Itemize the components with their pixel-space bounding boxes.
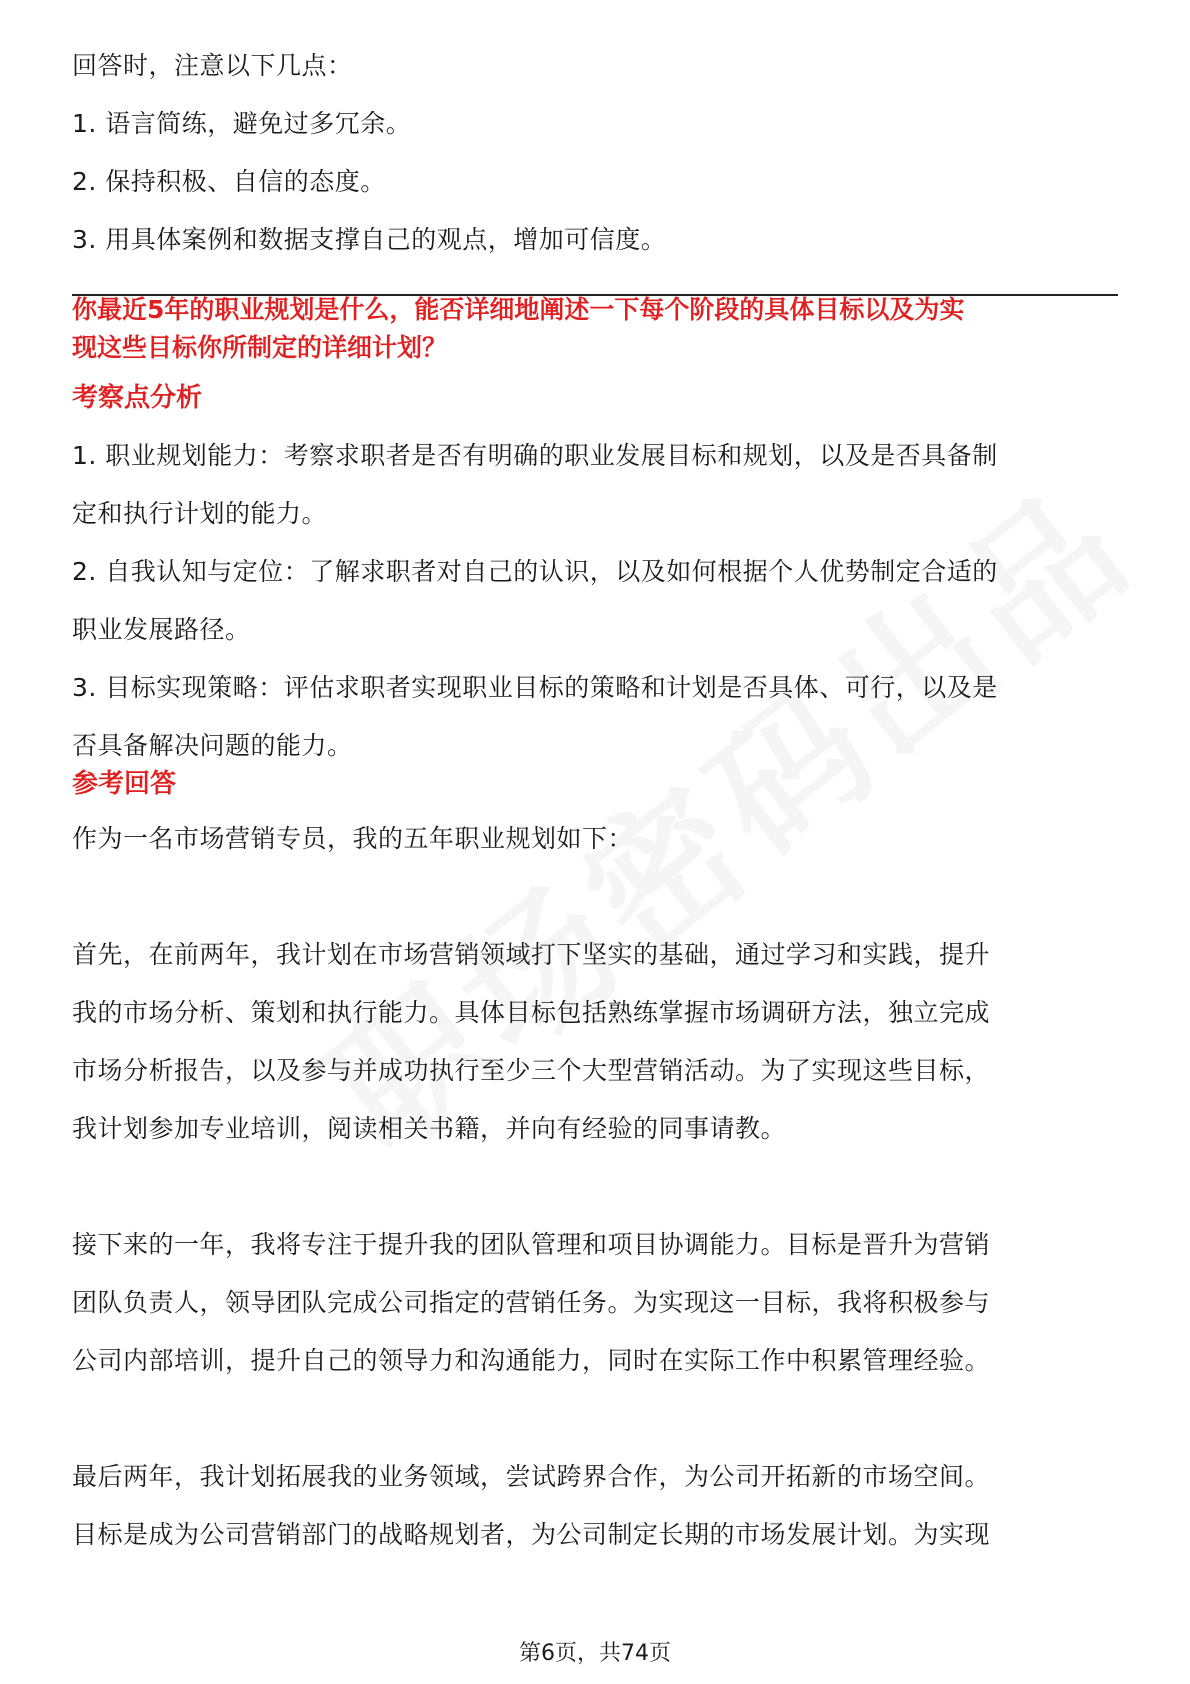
document-page <box>72 0 1118 1684</box>
answer-paragraph-line: 目标是成为公司营销部门的战略规划者，为公司制定长期的市场发展计划。为实现 <box>72 1520 991 1549</box>
answer-section <box>72 766 1118 1564</box>
analysis-item: 定和执行计划的能力。 <box>72 499 328 528</box>
intro-point: 3. 用具体案例和数据支撑自己的观点，增加可信度。 <box>72 225 667 254</box>
answer-paragraph-line: 我的市场分析、策划和执行能力。具体目标包括熟练掌握市场调研方法，独立完成 <box>72 998 991 1027</box>
answer-paragraph-line: 最后两年，我计划拓展我的业务领域，尝试跨界合作，为公司开拓新的市场空间。 <box>72 1462 991 1491</box>
question-block <box>72 291 1118 367</box>
answer-paragraph-line: 团队负责人，领导团队完成公司指定的营销任务。为实现这一目标，我将积极参与 <box>72 1288 991 1317</box>
intro-point: 2. 保持积极、自信的态度。 <box>72 167 386 196</box>
analysis-item: 3. 目标实现策略：评估求职者实现职业目标的策略和计划是否具体、可行，以及是 <box>72 673 998 702</box>
answer-paragraph-line: 首先，在前两年，我计划在市场营销领域打下坚实的基础，通过学习和实践，提升 <box>72 940 991 969</box>
answer-paragraph-line: 公司内部培训，提升自己的领导力和沟通能力，同时在实际工作中积累管理经验。 <box>72 1346 991 1375</box>
intro-section <box>72 37 1118 269</box>
question-title: 你最近5年的职业规划是什么，能否详细地阐述一下每个阶段的具体目标以及为实 <box>72 295 965 324</box>
analysis-section <box>72 380 1118 775</box>
intro-heading: 回答时，注意以下几点： <box>72 51 353 80</box>
analysis-item: 2. 自我认知与定位：了解求职者对自己的认识，以及如何根据个人优势制定合适的 <box>72 557 998 586</box>
answer-paragraph-line: 我计划参加专业培训，阅读相关书籍，并向有经验的同事请教。 <box>72 1114 787 1143</box>
answer-intro: 作为一名市场营销专员，我的五年职业规划如下： <box>72 824 634 853</box>
section-divider <box>72 294 1118 296</box>
page-number: 第6页，共74页 <box>519 1641 671 1666</box>
answer-paragraph-line: 市场分析报告，以及参与并成功执行至少三个大型营销活动。为了实现这些目标， <box>72 1056 991 1085</box>
analysis-item: 1. 职业规划能力：考察求职者是否有明确的职业发展目标和规划，以及是否具备制 <box>72 441 998 470</box>
analysis-item: 否具备解决问题的能力。 <box>72 731 353 760</box>
analysis-item: 职业发展路径。 <box>72 615 251 644</box>
analysis-heading: 考察点分析 <box>72 383 203 413</box>
answer-heading: 参考回答 <box>72 769 177 799</box>
answer-paragraph-line: 接下来的一年，我将专注于提升我的团队管理和项目协调能力。目标是晋升为营销 <box>72 1230 991 1259</box>
question-title: 现这些目标你所制定的详细计划？ <box>72 333 448 362</box>
intro-point: 1. 语言简练，避免过多冗余。 <box>72 109 412 138</box>
